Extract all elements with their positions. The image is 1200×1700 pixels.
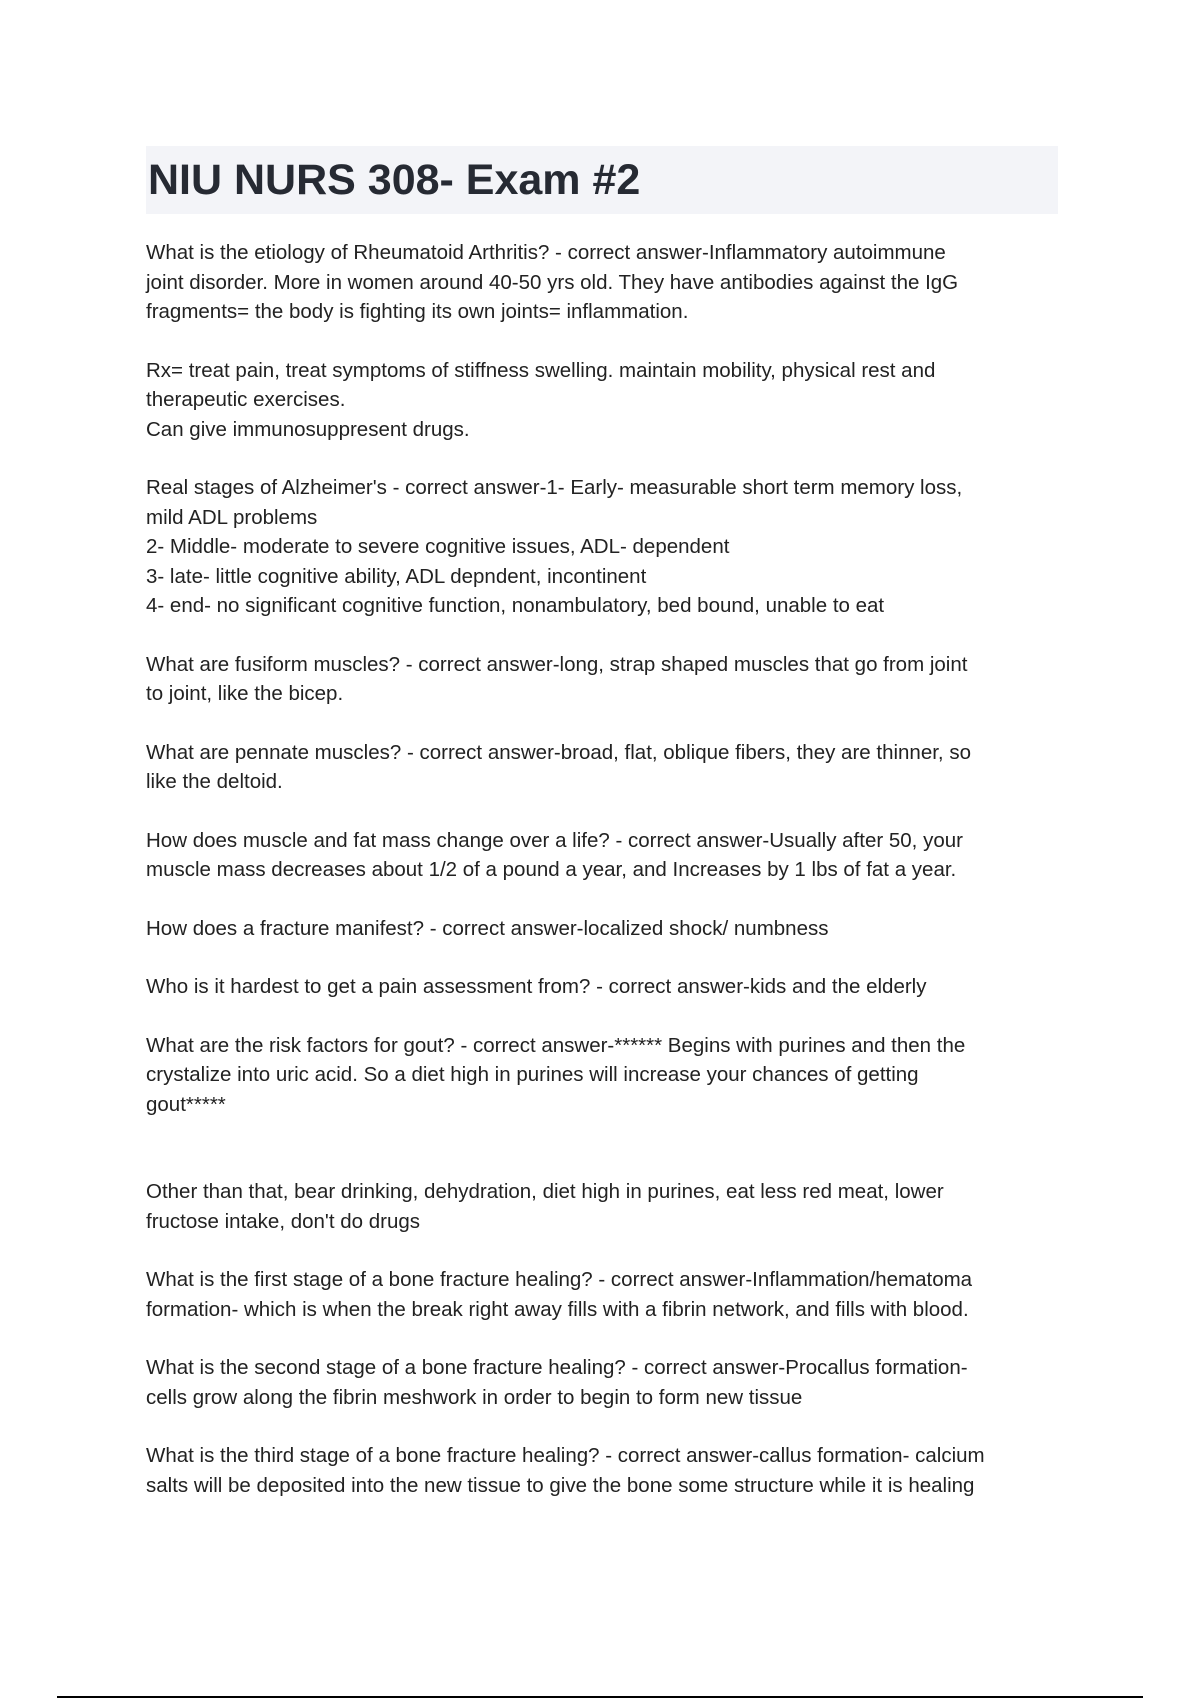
qa-paragraph: Who is it hardest to get a pain assessment from? - correct answer-kids and the elderly	[146, 975, 927, 998]
document-body	[146, 238, 1058, 1500]
qa-paragraph: What is the first stage of a bone fracture healing? - correct answer-Inflammation/hematoma formation- which is when the break right away fills with a fibrin network, and fills with blood.	[146, 1268, 973, 1321]
document-title: NIU NURS 308- Exam #2	[148, 155, 641, 204]
title-banner	[146, 146, 1058, 214]
qa-paragraph: How does a fracture manifest? - correct answer-localized shock/ numbness	[146, 916, 829, 940]
qa-paragraph: What are the risk factors for gout? - correct answer-****** Begins with purines and then the crystalize into uric acid. So a diet high in purines will increase your chances of getting gout*****	[146, 1033, 966, 1116]
qa-paragraph: What is the etiology of Rheumatoid Arthritis? - correct answer-Inflammatory autoimmune joint disorder. More in women around 40-50 yrs old. They have antibodies against the IgG fragments= the body is fighting its own joints= inflammation.	[146, 241, 959, 323]
qa-paragraph: How does muscle and fat mass change over a life? - correct answer-Usually after 50, your muscle mass decreases about 1/2 of a pound a year, and Increases by 1 lbs of fat a year.	[146, 828, 963, 881]
qa-paragraph: Rx= treat pain, treat symptoms of stiffness swelling. maintain mobility, physical rest and therapeutic exercises. Can give immunosuppresent drugs.	[146, 358, 936, 441]
document-page	[146, 146, 1058, 1529]
qa-paragraph: What are fusiform muscles? - correct answer-long, strap shaped muscles that go from joint to joint, like the bicep.	[146, 652, 968, 705]
qa-paragraph: What is the second stage of a bone fracture healing? - correct answer-Procallus formation- cells grow along the fibrin meshwork in order to begin to form new tissue	[146, 1356, 968, 1409]
qa-paragraph: What are pennate muscles? - correct answer-broad, flat, oblique fibers, they are thinner, so like the deltoid.	[146, 740, 971, 793]
qa-paragraph: Real stages of Alzheimer's - correct answer-1- Early- measurable short term memory loss, mild ADL problems 2- Middle- moderate to severe cognitive issues, ADL- dependent 3- late- little cognitive ability, ADL depndent, incontinent 4- end- no significant cognitive function, nonambulatory, bed bound, unable to eat	[146, 476, 963, 617]
qa-paragraph: What is the third stage of a bone fracture healing? - correct answer-callus formation- calcium salts will be deposited into the new tissue to give the bone some structure while it is healing	[146, 1444, 985, 1497]
footer-divider	[57, 1696, 1143, 1698]
qa-paragraph: Other than that, bear drinking, dehydration, diet high in purines, eat less red meat, lower fructose intake, don't do drugs	[146, 1180, 944, 1233]
